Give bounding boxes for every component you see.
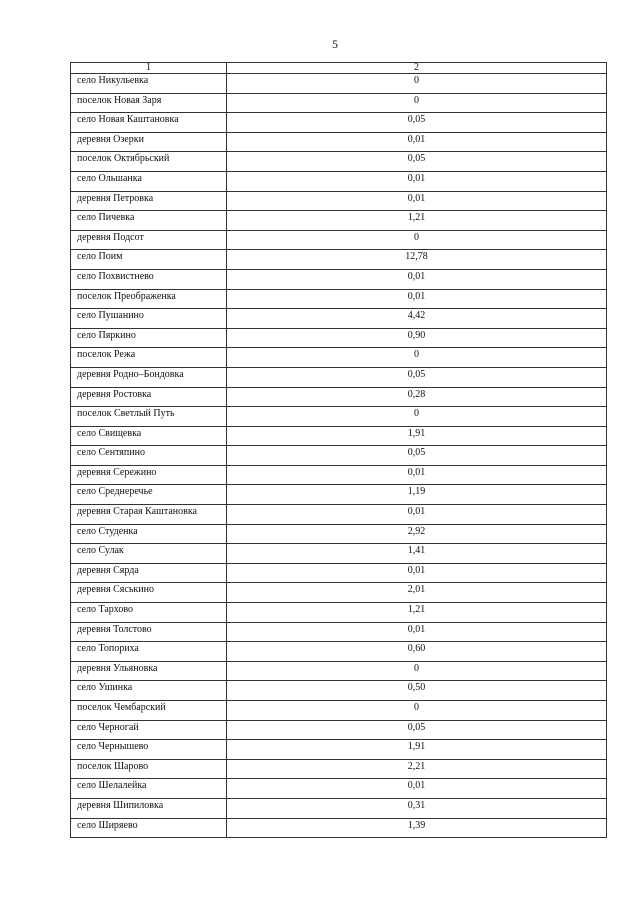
value-cell: 1,91 [227, 740, 607, 760]
value-cell: 1,91 [227, 426, 607, 446]
table-row [71, 563, 607, 583]
settlement-name-cell: деревня Старая Каштановка [71, 505, 227, 525]
column-header-2: 2 [227, 63, 607, 74]
settlement-name-cell: село Пяркино [71, 328, 227, 348]
settlement-name-cell: поселок Светлый Путь [71, 407, 227, 427]
settlement-name-cell: село Тархово [71, 603, 227, 623]
settlement-name-cell: деревня Родно–Бондовка [71, 367, 227, 387]
value-cell: 0,60 [227, 642, 607, 662]
table-row [71, 465, 607, 485]
value-cell: 0,01 [227, 505, 607, 525]
table-row [71, 191, 607, 211]
value-cell: 0,01 [227, 132, 607, 152]
value-cell: 0,05 [227, 446, 607, 466]
settlement-name-cell: село Ширяево [71, 818, 227, 838]
settlement-name-cell: село Чернышево [71, 740, 227, 760]
page-number: 5 [332, 37, 338, 51]
table-row [71, 113, 607, 133]
settlement-name-cell: село Шелалейка [71, 779, 227, 799]
table-row [71, 759, 607, 779]
table-row [71, 544, 607, 564]
settlement-name-cell: поселок Шарово [71, 759, 227, 779]
settlement-name-cell: деревня Озерки [71, 132, 227, 152]
value-cell: 0,05 [227, 367, 607, 387]
settlement-name-cell: поселок Режа [71, 348, 227, 368]
value-cell: 0 [227, 348, 607, 368]
table-row [71, 211, 607, 231]
table-row [71, 740, 607, 760]
value-cell: 0 [227, 407, 607, 427]
value-cell: 0,01 [227, 465, 607, 485]
table-row [71, 446, 607, 466]
settlement-name-cell: село Среднеречье [71, 485, 227, 505]
value-cell: 2,92 [227, 524, 607, 544]
table-row [71, 583, 607, 603]
settlement-name-cell: деревня Толстово [71, 622, 227, 642]
settlement-name-cell: деревня Ростовка [71, 387, 227, 407]
table-row [71, 250, 607, 270]
value-cell: 0 [227, 93, 607, 113]
settlement-name-cell: село Пушанино [71, 309, 227, 329]
settlement-name-cell: село Топориха [71, 642, 227, 662]
settlement-name-cell: поселок Преображенка [71, 289, 227, 309]
table-row [71, 485, 607, 505]
value-cell: 0,01 [227, 191, 607, 211]
table-row [71, 622, 607, 642]
settlement-name-cell: село Ольшанка [71, 171, 227, 191]
table-row [71, 681, 607, 701]
table-row [71, 309, 607, 329]
table-row [71, 230, 607, 250]
settlement-name-cell: село Пичевка [71, 211, 227, 231]
value-cell: 0,28 [227, 387, 607, 407]
table-row [71, 818, 607, 838]
value-cell: 0,05 [227, 152, 607, 172]
table-row [71, 387, 607, 407]
table-row [71, 171, 607, 191]
value-cell: 0,01 [227, 563, 607, 583]
value-cell: 0,05 [227, 113, 607, 133]
value-cell: 0,01 [227, 779, 607, 799]
value-cell: 0,01 [227, 289, 607, 309]
settlement-name-cell: село Никульевка [71, 74, 227, 94]
settlement-name-cell: деревня Шипиловка [71, 798, 227, 818]
column-header-1: 1 [71, 63, 227, 74]
value-cell: 12,78 [227, 250, 607, 270]
table-row [71, 505, 607, 525]
settlement-name-cell: деревня Сережино [71, 465, 227, 485]
table-row [71, 661, 607, 681]
value-cell: 0,01 [227, 622, 607, 642]
table-row [71, 426, 607, 446]
table-row [71, 152, 607, 172]
value-cell: 0,31 [227, 798, 607, 818]
value-cell: 0,05 [227, 720, 607, 740]
value-cell: 2,21 [227, 759, 607, 779]
value-cell: 1,21 [227, 211, 607, 231]
value-cell: 1,39 [227, 818, 607, 838]
value-cell: 0,01 [227, 171, 607, 191]
settlements-table [70, 62, 607, 838]
value-cell: 0 [227, 661, 607, 681]
value-cell: 2,01 [227, 583, 607, 603]
value-cell: 1,19 [227, 485, 607, 505]
settlement-name-cell: село Студенка [71, 524, 227, 544]
settlement-name-cell: село Черногай [71, 720, 227, 740]
settlement-name-cell: поселок Новая Заря [71, 93, 227, 113]
settlement-name-cell: село Ушинка [71, 681, 227, 701]
settlement-name-cell: поселок Чембарский [71, 701, 227, 721]
table-row [71, 132, 607, 152]
settlement-name-cell: село Похвистнево [71, 269, 227, 289]
value-cell: 0,90 [227, 328, 607, 348]
settlement-name-cell: деревня Подсот [71, 230, 227, 250]
settlement-name-cell: село Новая Каштановка [71, 113, 227, 133]
table-row [71, 642, 607, 662]
settlement-name-cell: деревня Сяськино [71, 583, 227, 603]
settlement-name-cell: село Сентяпино [71, 446, 227, 466]
settlement-name-cell: поселок Октябрьский [71, 152, 227, 172]
table-row [71, 720, 607, 740]
table-row [71, 269, 607, 289]
table-row [71, 289, 607, 309]
settlement-name-cell: село Сулак [71, 544, 227, 564]
table-header [71, 63, 607, 74]
settlement-name-cell: село Поим [71, 250, 227, 270]
table-row [71, 93, 607, 113]
value-cell: 0 [227, 701, 607, 721]
settlement-name-cell: деревня Сярда [71, 563, 227, 583]
table-row [71, 701, 607, 721]
value-cell: 0,50 [227, 681, 607, 701]
settlement-name-cell: деревня Ульяновка [71, 661, 227, 681]
table-row [71, 407, 607, 427]
table-row [71, 524, 607, 544]
value-cell: 4,42 [227, 309, 607, 329]
table-row [71, 328, 607, 348]
table-row [71, 603, 607, 623]
settlement-name-cell: деревня Петровка [71, 191, 227, 211]
table-header-row [71, 63, 607, 74]
table-row [71, 367, 607, 387]
value-cell: 0,01 [227, 269, 607, 289]
table-row [71, 74, 607, 94]
table-row [71, 798, 607, 818]
table-row [71, 348, 607, 368]
value-cell: 0 [227, 74, 607, 94]
value-cell: 0 [227, 230, 607, 250]
table-body [71, 74, 607, 838]
table-row [71, 779, 607, 799]
settlement-name-cell: село Свищевка [71, 426, 227, 446]
value-cell: 1,41 [227, 544, 607, 564]
value-cell: 1,21 [227, 603, 607, 623]
